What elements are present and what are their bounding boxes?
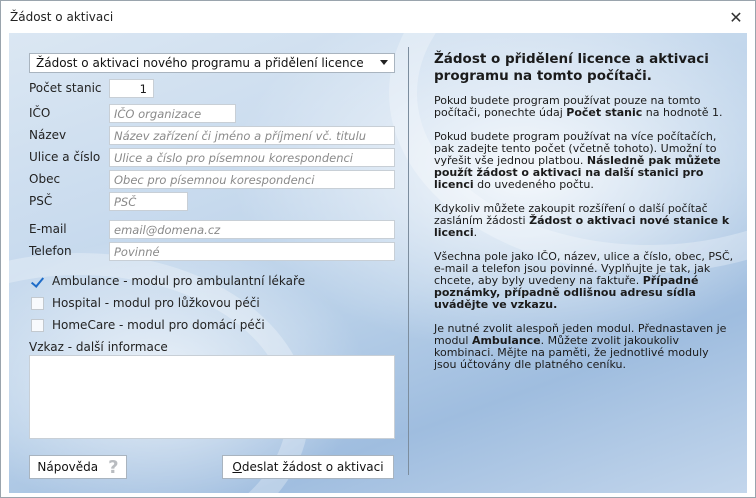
city-label: Obec [29, 172, 61, 186]
info-paragraph-5 [434, 323, 734, 371]
info-text: . [473, 226, 478, 239]
info-text: Všechna pole jako IČO, název, ulice a číslo, obec, PSČ, e-mail a telefon jsou povinné. Vyplňujte je tak, jak chcete, aby byly uvedeny na faktuře. [434, 250, 734, 287]
ico-label: IČO [29, 106, 51, 120]
close-icon[interactable]: ✕ [729, 7, 743, 27]
question-mark-icon: ? [108, 456, 119, 478]
street-label: Ulice a číslo [29, 150, 101, 164]
info-bold: Počet stanic [566, 106, 643, 119]
panel-divider [408, 47, 409, 475]
info-paragraph-1 [434, 95, 734, 119]
name-input[interactable] [109, 126, 395, 145]
info-text: Pokud budete program používat pouze na tomto počítači, ponechte údaj [434, 94, 701, 119]
info-paragraph-2 [434, 131, 734, 191]
phone-input[interactable] [109, 242, 395, 261]
ico-input[interactable] [109, 104, 236, 123]
email-label: E-mail [29, 222, 67, 236]
checkbox-empty-icon[interactable] [31, 319, 44, 332]
zip-input[interactable] [109, 192, 188, 211]
name-label: Název [29, 128, 67, 142]
help-button[interactable] [29, 455, 127, 479]
stations-label: Počet stanic [29, 81, 102, 95]
module-hospital-checkbox[interactable] [31, 296, 260, 310]
info-heading: Žádost o přidělení licence a aktivaci programu na tomto počítači. [434, 51, 709, 84]
module-ambulance-checkbox[interactable] [31, 274, 305, 288]
info-paragraph-3 [434, 203, 734, 239]
chevron-down-icon[interactable] [380, 60, 388, 65]
info-bold: Žádost o aktivaci nové stanice k licenci [434, 214, 730, 239]
send-button-label: deslat žádost o aktivaci [241, 460, 384, 474]
email-input[interactable] [109, 220, 395, 239]
info-text: Je nutné zvolit alespoň jeden modul. Přednastaven je modul [434, 322, 727, 347]
zip-label: PSČ [29, 194, 53, 208]
info-panel [434, 51, 734, 383]
window-title: Žádost o aktivaci [10, 10, 114, 24]
street-input[interactable] [109, 148, 395, 167]
help-button-label: Nápověda [37, 460, 99, 474]
title-bar [1, 1, 755, 33]
info-paragraph-4 [434, 251, 734, 311]
checkmark-icon[interactable] [31, 275, 44, 288]
info-text: do uvedeného počtu. [473, 178, 594, 191]
dialog-body [9, 33, 747, 493]
module-homecare-checkbox[interactable] [31, 318, 265, 332]
send-button-accesskey: O [232, 460, 242, 474]
info-text: Pokud budete program používat na více počítačích, pak zadejte tento počet (včetně tohoto). Umožní to vyřešit vše jednou platbou. [434, 130, 717, 167]
module-homecare-label: HomeCare - modul pro domácí péči [52, 318, 265, 332]
message-textarea[interactable] [29, 355, 395, 439]
module-ambulance-label: Ambulance - modul pro ambulantní lékaře [52, 274, 306, 288]
request-type-select[interactable] [29, 53, 395, 73]
info-bold: Ambulance [471, 334, 541, 347]
stations-input[interactable] [109, 79, 154, 98]
phone-label: Telefon [29, 244, 72, 258]
request-type-value: Žádost o aktivaci nového programu a přidělení licence [36, 56, 364, 70]
info-bold: Následně pak můžete použít žádost o aktivaci na další stanici pro licenci [434, 154, 721, 191]
message-label: Vzkaz - další informace [29, 340, 168, 354]
module-hospital-label: Hospital - modul pro lůžkovou péči [52, 296, 260, 310]
send-request-button[interactable] [222, 455, 394, 479]
info-bold: Případné poznámky, případně odlišnou adresu sídla uvádějte ve vzkazu. [434, 274, 699, 311]
info-text: na hodnotě 1. [642, 106, 723, 119]
info-text: Kdykoliv můžete zakoupit rozšíření o další počítač zasláním žádosti [434, 202, 708, 227]
city-input[interactable] [109, 170, 395, 189]
info-text: . Můžete zvolit jakoukoliv kombinaci. Mějte na paměti, že jednotlivé moduly jsou účtovány dle platného ceníku. [434, 334, 709, 371]
checkbox-empty-icon[interactable] [31, 297, 44, 310]
